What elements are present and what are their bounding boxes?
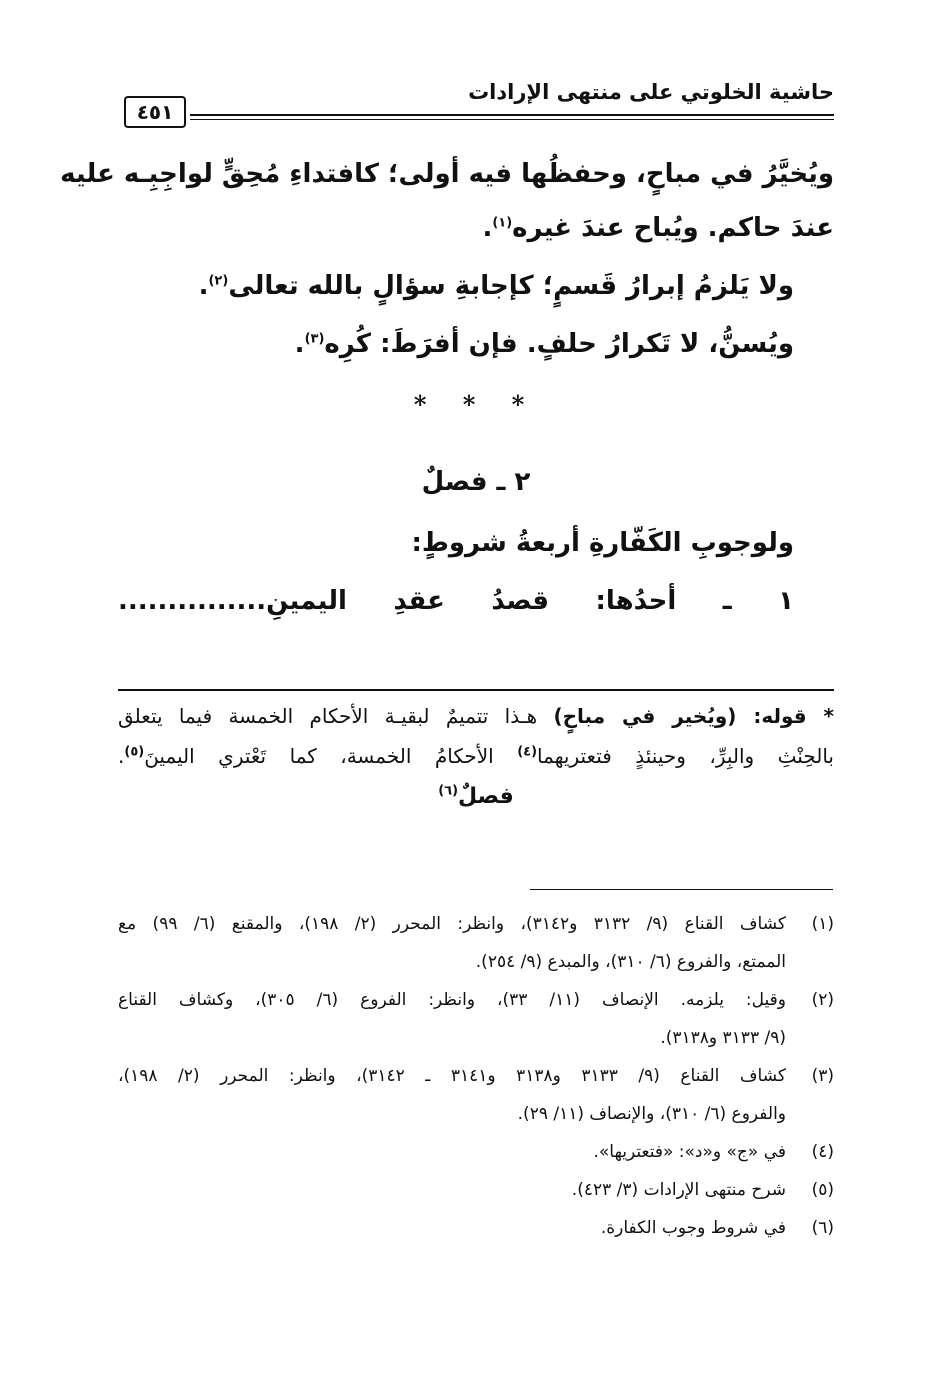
matn-line-2: عندَ حاكم. ويُباح عندَ غيره$^{(١)}$. bbox=[482, 213, 834, 243]
book-title: حاشية الخلوتي على منتهى الإرادات bbox=[468, 80, 834, 104]
footnote-number: (٦) bbox=[811, 1218, 834, 1238]
footnote-line: في «ج» و«د»: «فتعتريها». bbox=[593, 1142, 786, 1162]
matn-line-5: ولوجوبِ الكَفّارةِ أربعةُ شروطٍ: bbox=[411, 528, 794, 558]
footnote-number: (٥) bbox=[811, 1180, 834, 1200]
footnote-number: (٤) bbox=[811, 1142, 834, 1162]
footnote bbox=[118, 981, 834, 1057]
footnote-line: (٩/ ٣١٣٣ و٣١٣٨). bbox=[660, 1028, 786, 1048]
header-rule bbox=[190, 114, 834, 116]
footnote bbox=[118, 1133, 834, 1171]
footnote-line: والفروع (٦/ ٣١٠)، والإنصاف (١١/ ٢٩). bbox=[517, 1104, 786, 1124]
footnote-line: الممتع، والفروع (٦/ ٣١٠)، والمبدع (٩/ ٢٥٤). bbox=[475, 952, 786, 972]
matn-line-6: ١ ـ أحدُها: قصدُ عقدِ اليمينِ............... bbox=[118, 586, 794, 616]
main-text bbox=[60, 150, 834, 617]
footnote-marker[interactable]: (٦) bbox=[438, 783, 459, 799]
footnote-line: في شروط وجوب الكفارة. bbox=[600, 1218, 786, 1238]
footnote-line: كشاف القناع (٩/ ٣١٣٢ و٣١٤٢)، وانظر: المحرر (٢/ ١٩٨)، والمقنع (٦/ ٩٩) مع bbox=[118, 914, 786, 934]
header-rule-thin bbox=[190, 119, 834, 120]
footnote-line: شرح منتهى الإرادات (٣/ ٤٢٣). bbox=[571, 1180, 786, 1200]
footnote-line: كشاف القناع (٩/ ٣١٣٣ و٣١٣٨ و٣١٤١ ـ ٣١٤٢)، وانظر: المحرر (٢/ ١٩٨)، bbox=[118, 1066, 786, 1086]
section-separator: * * * bbox=[413, 390, 539, 419]
footnote-line: وقيل: يلزمه. الإنصاف (١١/ ٣٣)، وانظر: الفروع (٦/ ٣٠٥)، وكشاف القناع bbox=[118, 990, 787, 1010]
footnote bbox=[118, 1057, 834, 1133]
matn-line-3: ولا يَلزمُ إبرارُ قَسمٍ؛ كإجابةِ سؤالٍ بالله تعالى$^{(٢)}$. bbox=[198, 271, 794, 301]
footnote bbox=[118, 1209, 834, 1247]
footnote-number: (٣) bbox=[811, 1066, 834, 1086]
commentary bbox=[118, 700, 834, 809]
page-number: ٤٥١ bbox=[124, 96, 186, 128]
footnote-number: (٢) bbox=[811, 990, 834, 1010]
footnote bbox=[118, 1171, 834, 1209]
footnotes bbox=[118, 905, 834, 1247]
running-header bbox=[118, 74, 834, 128]
section-heading: ٢ ـ فصلٌ bbox=[421, 467, 531, 497]
footnote-marker[interactable]: (٢) bbox=[208, 273, 229, 289]
footnote-marker[interactable]: (٥) bbox=[124, 744, 145, 760]
continuation-dots: ............... bbox=[118, 586, 267, 616]
commentary-line-1: * قوله: (ويُخير في مباحٍ) هـذا تتميمٌ لبقيـة الأحكام الخمسة فيما يتعلق bbox=[118, 704, 834, 728]
footnote-marker[interactable]: (١) bbox=[492, 215, 513, 231]
matn-line-4: ويُسنُّ، لا تَكرارُ حلفٍ. فإن أفرَطَ: كُرِه$^{(٣)}$. bbox=[294, 329, 794, 359]
footnote-marker[interactable]: (٣) bbox=[304, 331, 325, 347]
quoted-phrase: * قوله: (ويُخير في مباحٍ) bbox=[553, 704, 834, 728]
matn-line-1: ويُخيَّرُ في مباحٍ، وحفظُها فيه أولى؛ كافتداءِ مُحِقٍّ لواجِبِـه عليه bbox=[60, 159, 834, 189]
footnote-marker[interactable]: (٤) bbox=[517, 744, 538, 760]
commentary-line-2: بالحِنْثِ والبِرِّ، وحينئذٍ فتعتريهما$^{(٤)}$ الأحكامُ الخمسة، كما تَعْتري اليمينَ$^{(٥)}$. bbox=[118, 744, 835, 768]
commentary-heading: فصلٌ$^{(٦)}$ bbox=[438, 783, 514, 809]
footnote bbox=[118, 905, 834, 981]
footnote-rule bbox=[530, 889, 833, 890]
footnote-number: (١) bbox=[811, 914, 834, 934]
commentary-divider bbox=[118, 689, 834, 691]
